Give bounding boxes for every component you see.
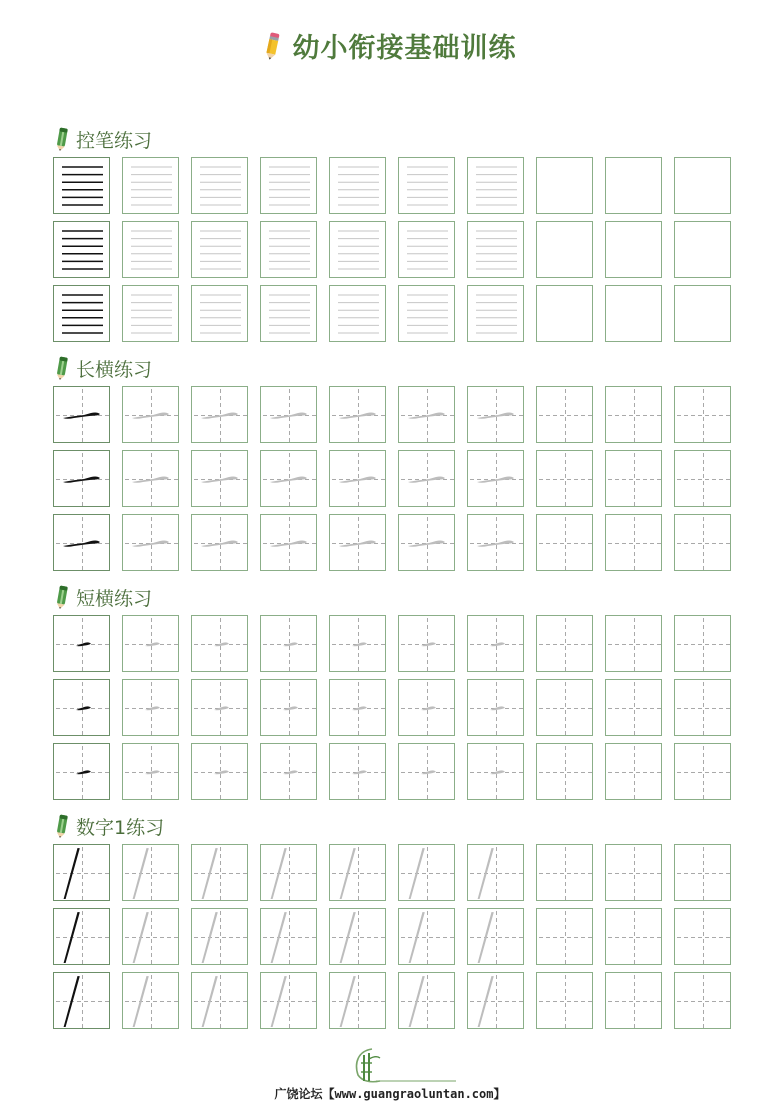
cell-drawing — [54, 973, 111, 1030]
cell-drawing — [123, 158, 180, 215]
trace-cell — [260, 514, 317, 571]
cell-drawing — [54, 909, 111, 966]
cell-drawing — [675, 973, 732, 1030]
trace-cell — [329, 514, 386, 571]
cell-drawing — [123, 845, 180, 902]
example-cell — [53, 844, 110, 901]
trace-cell — [398, 679, 455, 736]
trace-cell — [329, 679, 386, 736]
trace-cell — [122, 285, 179, 342]
cell-drawing — [399, 616, 456, 673]
cell-drawing — [330, 451, 387, 508]
blank-cell — [536, 743, 593, 800]
trace-cell — [467, 972, 524, 1029]
cell-drawing — [330, 973, 387, 1030]
trace-cell — [122, 844, 179, 901]
grid-row — [53, 285, 729, 342]
cell-drawing — [192, 222, 249, 279]
cell-drawing — [537, 680, 594, 737]
trace-cell — [260, 386, 317, 443]
cell-drawing — [468, 680, 525, 737]
trace-cell — [191, 844, 248, 901]
cell-drawing — [399, 744, 456, 801]
trace-cell — [329, 615, 386, 672]
stroke-long-horizontal — [63, 412, 100, 418]
cell-drawing — [468, 744, 525, 801]
pencil-icon — [54, 356, 70, 380]
blank-cell — [605, 450, 662, 507]
trace-cell — [329, 157, 386, 214]
trace-cell — [260, 450, 317, 507]
trace-cell — [467, 908, 524, 965]
cell-drawing — [192, 387, 249, 444]
pencil-icon — [54, 814, 70, 838]
trace-cell — [191, 157, 248, 214]
cell-drawing — [537, 158, 594, 215]
stroke-long-horizontal — [339, 412, 376, 418]
blank-cell — [674, 386, 731, 443]
cell-drawing — [399, 680, 456, 737]
cell-drawing — [537, 744, 594, 801]
cell-drawing — [330, 909, 387, 966]
example-cell — [53, 514, 110, 571]
trace-cell — [191, 514, 248, 571]
footer-site-name: 广饶论坛 — [274, 1087, 323, 1101]
trace-cell — [329, 221, 386, 278]
trace-cell — [191, 972, 248, 1029]
cell-drawing — [675, 451, 732, 508]
cell-drawing — [330, 845, 387, 902]
cell-drawing — [675, 515, 732, 572]
blank-cell — [605, 844, 662, 901]
trace-cell — [467, 679, 524, 736]
cell-drawing — [123, 515, 180, 572]
cell-drawing — [537, 909, 594, 966]
trace-cell — [398, 743, 455, 800]
trace-cell — [191, 450, 248, 507]
cell-drawing — [261, 973, 318, 1030]
blank-cell — [605, 221, 662, 278]
page-title: 幼小衔接基础训练 — [292, 33, 517, 64]
cell-drawing — [468, 286, 525, 343]
stroke-long-horizontal — [270, 476, 307, 482]
trace-cell — [467, 450, 524, 507]
section-label: 短横练习 — [76, 587, 153, 610]
trace-cell — [329, 908, 386, 965]
grid-row — [53, 679, 729, 736]
cell-drawing — [399, 158, 456, 215]
trace-cell — [398, 157, 455, 214]
cell-drawing — [261, 451, 318, 508]
blank-cell — [605, 908, 662, 965]
stroke-long-horizontal — [339, 476, 376, 482]
cell-drawing — [606, 451, 663, 508]
blank-cell — [605, 386, 662, 443]
cell-drawing — [675, 845, 732, 902]
blank-cell — [605, 285, 662, 342]
trace-cell — [398, 972, 455, 1029]
grid-row — [53, 157, 729, 214]
trace-cell — [122, 450, 179, 507]
cell-drawing — [54, 616, 111, 673]
blank-cell — [674, 743, 731, 800]
trace-cell — [122, 386, 179, 443]
stroke-long-horizontal — [408, 540, 445, 546]
cell-drawing — [330, 616, 387, 673]
cell-drawing — [606, 286, 663, 343]
cell-drawing — [123, 616, 180, 673]
trace-cell — [260, 972, 317, 1029]
cell-drawing — [675, 286, 732, 343]
cell-drawing — [606, 222, 663, 279]
cell-drawing — [606, 680, 663, 737]
trace-cell — [260, 679, 317, 736]
cell-drawing — [261, 845, 318, 902]
cell-drawing — [261, 680, 318, 737]
cell-drawing — [468, 451, 525, 508]
cell-drawing — [606, 909, 663, 966]
cell-drawing — [399, 515, 456, 572]
stroke-long-horizontal — [477, 412, 514, 418]
stroke-long-horizontal — [477, 476, 514, 482]
grid-row — [53, 908, 729, 965]
cell-drawing — [468, 909, 525, 966]
trace-cell — [467, 157, 524, 214]
section-title-kongbi — [54, 127, 152, 151]
cell-drawing — [330, 387, 387, 444]
trace-cell — [191, 615, 248, 672]
cell-drawing — [468, 616, 525, 673]
footer-url: 【www.guangraoluntan.com】 — [322, 1087, 506, 1101]
cell-drawing — [123, 222, 180, 279]
stroke-long-horizontal — [270, 540, 307, 546]
footer-credit — [0, 1085, 780, 1102]
trace-cell — [122, 615, 179, 672]
section-label: 数字1练习 — [76, 816, 165, 839]
cell-drawing — [330, 222, 387, 279]
stroke-long-horizontal — [339, 540, 376, 546]
example-cell — [53, 285, 110, 342]
example-cell — [53, 221, 110, 278]
trace-cell — [398, 615, 455, 672]
cell-drawing — [606, 158, 663, 215]
cell-drawing — [192, 616, 249, 673]
trace-cell — [122, 221, 179, 278]
stroke-long-horizontal — [477, 540, 514, 546]
cell-drawing — [54, 680, 111, 737]
section-title-duanheng — [54, 585, 152, 609]
cell-drawing — [606, 515, 663, 572]
cell-drawing — [192, 909, 249, 966]
trace-cell — [191, 679, 248, 736]
cell-drawing — [675, 680, 732, 737]
trace-cell — [329, 972, 386, 1029]
cell-drawing — [123, 680, 180, 737]
trace-cell — [329, 450, 386, 507]
trace-cell — [467, 615, 524, 672]
trace-cell — [398, 386, 455, 443]
cell-drawing — [537, 451, 594, 508]
cell-drawing — [330, 286, 387, 343]
blank-cell — [674, 221, 731, 278]
example-cell — [53, 972, 110, 1029]
pencil-icon — [54, 127, 70, 151]
trace-cell — [122, 157, 179, 214]
example-cell — [53, 615, 110, 672]
blank-cell — [674, 972, 731, 1029]
cell-drawing — [123, 744, 180, 801]
trace-cell — [329, 386, 386, 443]
cell-drawing — [537, 616, 594, 673]
stroke-long-horizontal — [132, 540, 169, 546]
cell-drawing — [606, 845, 663, 902]
cell-drawing — [537, 222, 594, 279]
stroke-long-horizontal — [201, 476, 238, 482]
trace-cell — [398, 844, 455, 901]
trace-cell — [191, 285, 248, 342]
stroke-long-horizontal — [63, 540, 100, 546]
cell-drawing — [54, 744, 111, 801]
cell-drawing — [537, 845, 594, 902]
cell-drawing — [537, 286, 594, 343]
cell-drawing — [261, 286, 318, 343]
cell-drawing — [468, 158, 525, 215]
cell-drawing — [606, 973, 663, 1030]
trace-cell — [260, 157, 317, 214]
trace-cell — [191, 908, 248, 965]
section-title-shuzi1 — [54, 814, 164, 838]
blank-cell — [605, 157, 662, 214]
trace-cell — [260, 221, 317, 278]
grid-row — [53, 221, 729, 278]
cell-drawing — [54, 387, 111, 444]
cell-drawing — [330, 515, 387, 572]
blank-cell — [536, 908, 593, 965]
blank-cell — [605, 972, 662, 1029]
grid-row — [53, 386, 729, 443]
blank-cell — [674, 450, 731, 507]
blank-cell — [605, 743, 662, 800]
cell-drawing — [261, 387, 318, 444]
blank-cell — [536, 972, 593, 1029]
example-cell — [53, 157, 110, 214]
trace-cell — [467, 743, 524, 800]
cell-drawing — [675, 158, 732, 215]
cell-drawing — [468, 222, 525, 279]
pencil-icon — [54, 585, 70, 609]
section-label: 长横练习 — [76, 358, 153, 381]
trace-cell — [260, 285, 317, 342]
cell-drawing — [54, 451, 111, 508]
blank-cell — [674, 514, 731, 571]
cell-drawing — [399, 387, 456, 444]
blank-cell — [674, 844, 731, 901]
grid-row — [53, 514, 729, 571]
blank-cell — [536, 157, 593, 214]
page-title-wrap — [0, 26, 780, 65]
section-label: 控笔练习 — [76, 129, 153, 152]
grid-row — [53, 450, 729, 507]
blank-cell — [674, 285, 731, 342]
trace-cell — [398, 285, 455, 342]
stroke-long-horizontal — [63, 476, 100, 482]
cell-drawing — [54, 222, 111, 279]
cell-drawing — [537, 973, 594, 1030]
blank-cell — [674, 908, 731, 965]
stroke-long-horizontal — [132, 476, 169, 482]
blank-cell — [536, 386, 593, 443]
cell-drawing — [399, 973, 456, 1030]
cell-drawing — [468, 973, 525, 1030]
example-cell — [53, 386, 110, 443]
cell-drawing — [330, 744, 387, 801]
trace-cell — [398, 221, 455, 278]
bamboo-logo-icon — [350, 1045, 460, 1085]
cell-drawing — [192, 158, 249, 215]
blank-cell — [605, 514, 662, 571]
trace-cell — [122, 743, 179, 800]
cell-drawing — [261, 158, 318, 215]
grid-row — [53, 844, 729, 901]
trace-cell — [122, 908, 179, 965]
stroke-long-horizontal — [408, 476, 445, 482]
trace-cell — [329, 743, 386, 800]
cell-drawing — [192, 845, 249, 902]
cell-drawing — [261, 515, 318, 572]
cell-drawing — [537, 387, 594, 444]
trace-cell — [467, 514, 524, 571]
cell-drawing — [675, 616, 732, 673]
cell-drawing — [399, 909, 456, 966]
cell-drawing — [606, 744, 663, 801]
trace-cell — [122, 679, 179, 736]
cell-drawing — [261, 222, 318, 279]
cell-drawing — [399, 222, 456, 279]
cell-drawing — [330, 680, 387, 737]
trace-cell — [191, 743, 248, 800]
grid-row — [53, 615, 729, 672]
cell-drawing — [192, 286, 249, 343]
trace-cell — [122, 972, 179, 1029]
trace-cell — [191, 386, 248, 443]
example-cell — [53, 679, 110, 736]
cell-drawing — [54, 158, 111, 215]
cell-drawing — [123, 909, 180, 966]
trace-cell — [329, 844, 386, 901]
cell-drawing — [675, 909, 732, 966]
blank-cell — [674, 157, 731, 214]
blank-cell — [536, 679, 593, 736]
blank-cell — [536, 450, 593, 507]
cell-drawing — [192, 515, 249, 572]
trace-cell — [191, 221, 248, 278]
cell-drawing — [192, 680, 249, 737]
cell-drawing — [675, 222, 732, 279]
trace-cell — [398, 908, 455, 965]
example-cell — [53, 908, 110, 965]
trace-cell — [260, 844, 317, 901]
pencil-icon — [263, 31, 283, 61]
blank-cell — [605, 615, 662, 672]
blank-cell — [674, 615, 731, 672]
trace-cell — [467, 386, 524, 443]
cell-drawing — [123, 973, 180, 1030]
example-cell — [53, 743, 110, 800]
stroke-long-horizontal — [408, 412, 445, 418]
blank-cell — [536, 514, 593, 571]
cell-drawing — [192, 451, 249, 508]
blank-cell — [536, 221, 593, 278]
stroke-long-horizontal — [270, 412, 307, 418]
cell-drawing — [675, 744, 732, 801]
stroke-long-horizontal — [132, 412, 169, 418]
cell-drawing — [123, 286, 180, 343]
cell-drawing — [468, 387, 525, 444]
cell-drawing — [330, 158, 387, 215]
cell-drawing — [468, 845, 525, 902]
cell-drawing — [675, 387, 732, 444]
cell-drawing — [54, 515, 111, 572]
cell-drawing — [606, 387, 663, 444]
section-title-changheng — [54, 356, 152, 380]
trace-cell — [467, 844, 524, 901]
cell-drawing — [399, 845, 456, 902]
cell-drawing — [54, 845, 111, 902]
cell-drawing — [399, 451, 456, 508]
trace-cell — [329, 285, 386, 342]
trace-cell — [122, 514, 179, 571]
blank-cell — [536, 285, 593, 342]
cell-drawing — [192, 744, 249, 801]
cell-drawing — [468, 515, 525, 572]
blank-cell — [536, 844, 593, 901]
cell-drawing — [123, 451, 180, 508]
stroke-long-horizontal — [201, 412, 238, 418]
trace-cell — [398, 514, 455, 571]
trace-cell — [260, 615, 317, 672]
cell-drawing — [261, 909, 318, 966]
cell-drawing — [537, 515, 594, 572]
cell-drawing — [54, 286, 111, 343]
blank-cell — [605, 679, 662, 736]
grid-row — [53, 743, 729, 800]
grid-row — [53, 972, 729, 1029]
cell-drawing — [399, 286, 456, 343]
cell-drawing — [123, 387, 180, 444]
cell-drawing — [261, 744, 318, 801]
trace-cell — [398, 450, 455, 507]
trace-cell — [260, 743, 317, 800]
trace-cell — [467, 221, 524, 278]
cell-drawing — [261, 616, 318, 673]
stroke-long-horizontal — [201, 540, 238, 546]
cell-drawing — [606, 616, 663, 673]
trace-cell — [467, 285, 524, 342]
example-cell — [53, 450, 110, 507]
blank-cell — [674, 679, 731, 736]
trace-cell — [260, 908, 317, 965]
blank-cell — [536, 615, 593, 672]
cell-drawing — [192, 973, 249, 1030]
